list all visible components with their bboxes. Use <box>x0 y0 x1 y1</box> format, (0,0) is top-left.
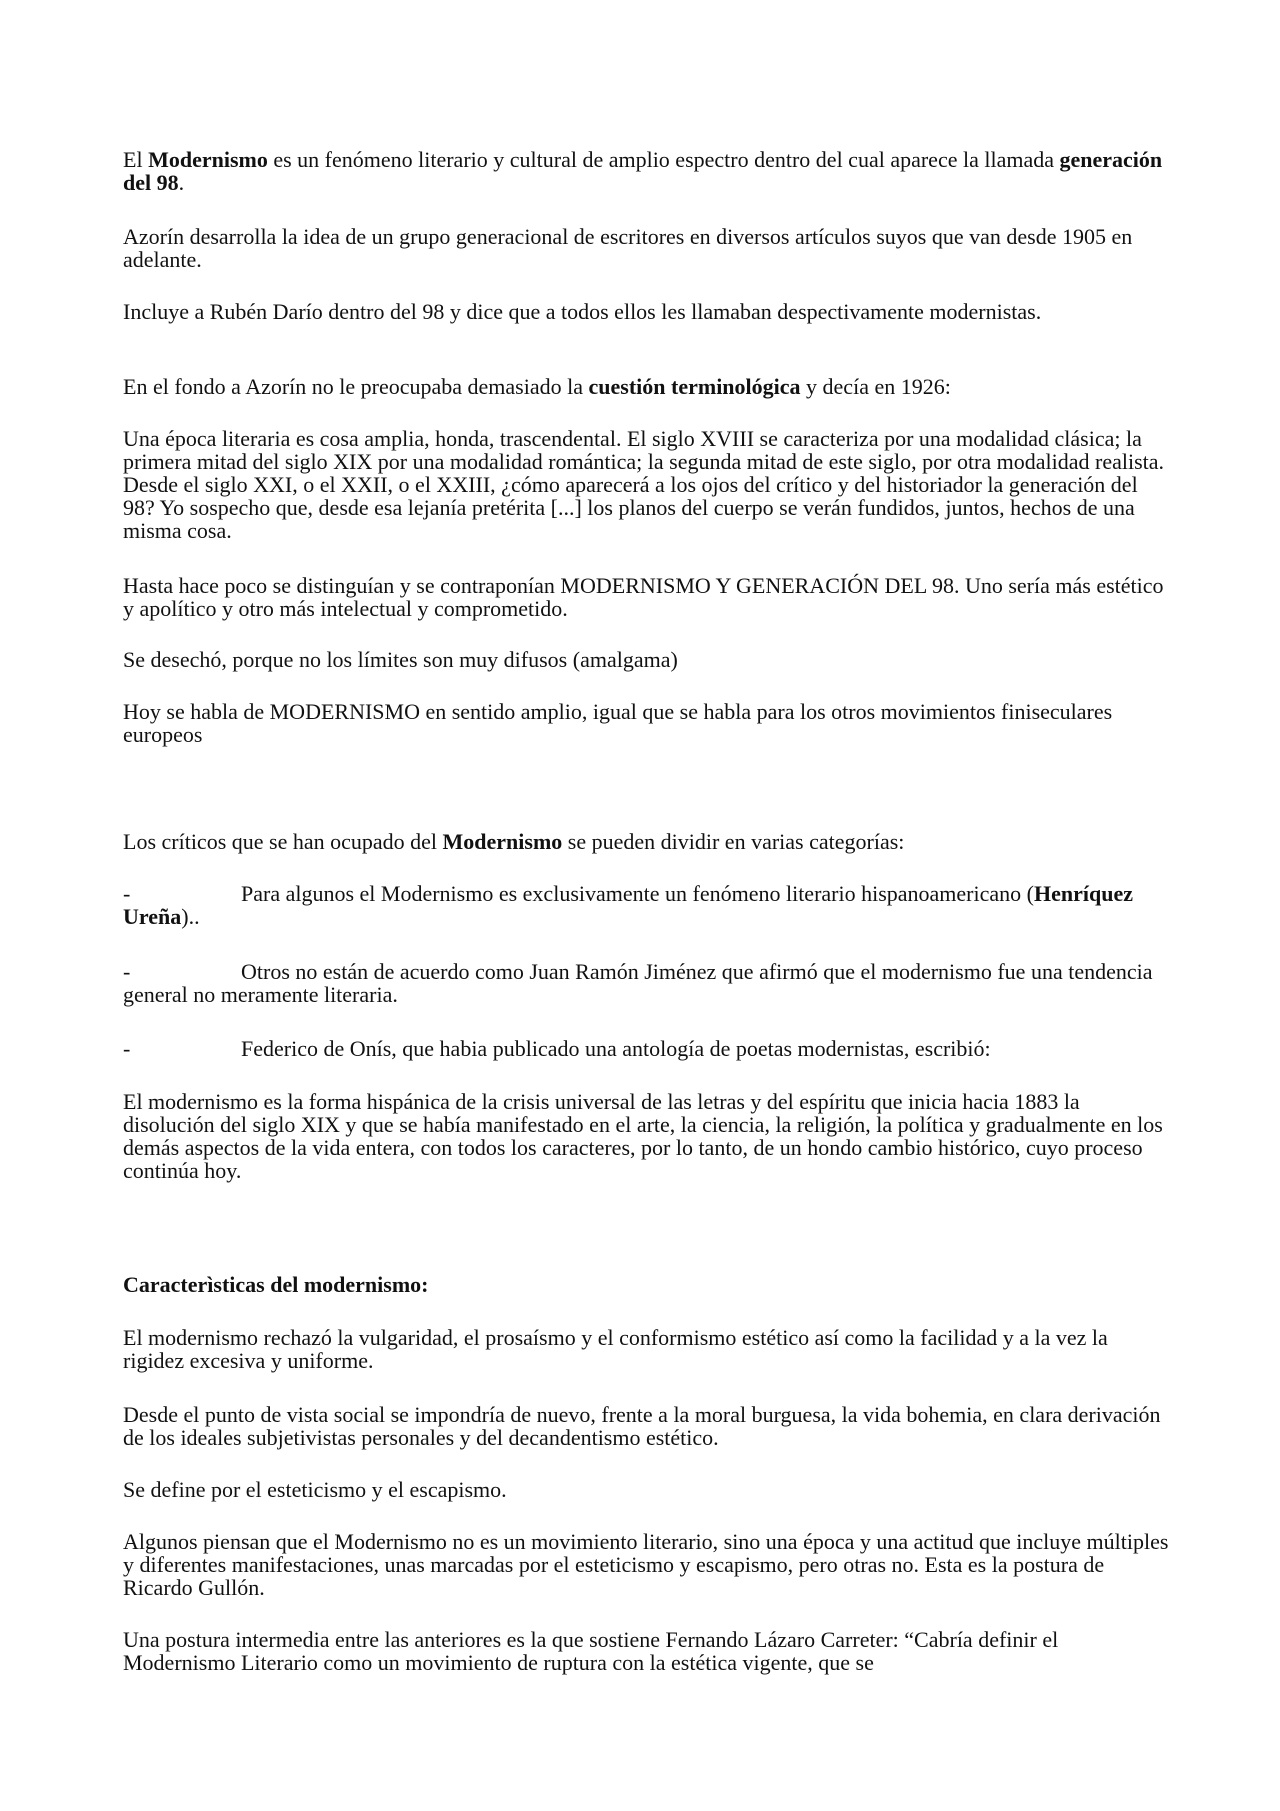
paragraph-desecho: Se desechó, porque no los límites son muy difusos (amalgama) <box>123 647 678 672</box>
list-item-henriquez <box>123 882 1173 928</box>
paragraph-social: Desde el punto de vista social se impondría de nuevo, frente a la moral burguesa, la vida bohemia, en clara derivación de los ideales subjetivistas personales y del decandentismo estético. <box>123 1402 1161 1450</box>
text-run: y decía en 1926: <box>800 374 951 399</box>
paragraph-azorin: Azorín desarrolla la idea de un grupo generacional de escritores en diversos artículos suyos que van desde 1905 en adelante. <box>123 224 1133 272</box>
section-heading: Caracterìsticas del modernismo: <box>123 1272 429 1297</box>
dash-bullet: - <box>123 1036 131 1061</box>
text-run: Para algunos el Modernismo es exclusivamente un fenómeno literario hispanoamericano ( <box>241 881 1034 906</box>
paragraph-terminologia <box>123 375 1173 398</box>
paragraph-hoy: Hoy se habla de MODERNISMO en sentido amplio, igual que se habla para los otros movimientos finiseculares europeos <box>123 699 1113 747</box>
paragraph-gullon: Algunos piensan que el Modernismo no es un movimiento literario, sino una época y una actitud que incluye múltiples y diferentes manifestaciones, unas marcadas por el esteticismo y escapismo, pero otras no. Esta es la postura de Ricardo Gullón. <box>123 1529 1169 1600</box>
text-run: es un fenómeno literario y cultural de amplio espectro dentro del cual aparece la llamada <box>267 147 1060 172</box>
text-run: En el fondo a Azorín no le preocupaba demasiado la <box>123 374 589 399</box>
paragraph-lazaro: Una postura intermedia entre las anteriores es la que sostiene Fernando Lázaro Carreter: “Cabría definir el Modernismo Literario como un movimiento de ruptura con la estética vigente, que se <box>123 1627 1059 1675</box>
paragraph-rechazo: El modernismo rechazó la vulgaridad, el prosaísmo y el conformismo estético así como la facilidad y a la vez la rigidez excesiva y uniforme. <box>123 1325 1108 1373</box>
list-item-onis <box>123 1037 1173 1060</box>
text-run: El <box>123 147 149 172</box>
bold-term-henriquez: Henríquez Ureña <box>123 881 1133 929</box>
text-run: Otros no están de acuerdo como Juan Ramón Jiménez que afirmó que el modernismo fue una tendencia general no meramente literaria. <box>123 959 1153 1007</box>
paragraph-contraposicion: Hasta hace poco se distinguían y se contraponían MODERNISMO Y GENERACIÓN DEL 98. Uno sería más estético y apolítico y otro más intelectual y comprometido. <box>123 573 1164 621</box>
bold-term-modernismo: Modernismo <box>148 147 268 172</box>
paragraph-ruben-dario: Incluye a Rubén Darío dentro del 98 y dice que a todos ellos les llamaban despectivamente modernistas. <box>123 299 1042 324</box>
text-run: ).. <box>181 904 200 929</box>
text-run: Federico de Onís, que habia publicado una antología de poetas modernistas, escribió: <box>241 1036 991 1061</box>
paragraph-intro <box>123 148 1173 194</box>
paragraph-esteticismo: Se define por el esteticismo y el escapismo. <box>123 1477 507 1502</box>
bold-term-cuestion: cuestión terminológica <box>588 374 801 399</box>
text-run: se pueden dividir en varias categorías: <box>562 829 905 854</box>
bold-term-modernismo: Modernismo <box>442 829 563 854</box>
dash-bullet: - <box>123 959 131 984</box>
bold-term-generacion-98: generación del 98 <box>123 147 1163 195</box>
paragraph-quote-azorin: Una época literaria es cosa amplia, honda, trascendental. El siglo XVIII se caracteriza por una modalidad clásica; la primera mitad del siglo XIX por una modalidad romántica; la segunda mitad de este siglo, por otra modalidad realista. Desde el siglo XXI, o el XXII, o el XXIII, ¿cómo aparecerá a los ojos del crítico y del historiador la generación del 98? Yo sospecho que, desde esa lejanía pretérita [...] los planos del cuerpo se verán fundidos, juntos, hechos de una misma cosa. <box>123 426 1165 543</box>
list-item-jimenez <box>123 960 1173 1006</box>
paragraph-quote-onis: El modernismo es la forma hispánica de la crisis universal de las letras y del espíritu que inicia hacia 1883 la disolución del siglo XIX y que se había manifestado en el arte, la ciencia, la religión, la política y gradualmente en los demás aspectos de la vida entera, con todos los caracteres, por lo tanto, de un hondo cambio histórico, cuyo proceso continúa hoy. <box>123 1089 1163 1183</box>
text-run: . <box>178 170 185 195</box>
text-run: Los críticos que se han ocupado del <box>123 829 443 854</box>
paragraph-criticos <box>123 830 1173 853</box>
dash-bullet: - <box>123 881 131 906</box>
